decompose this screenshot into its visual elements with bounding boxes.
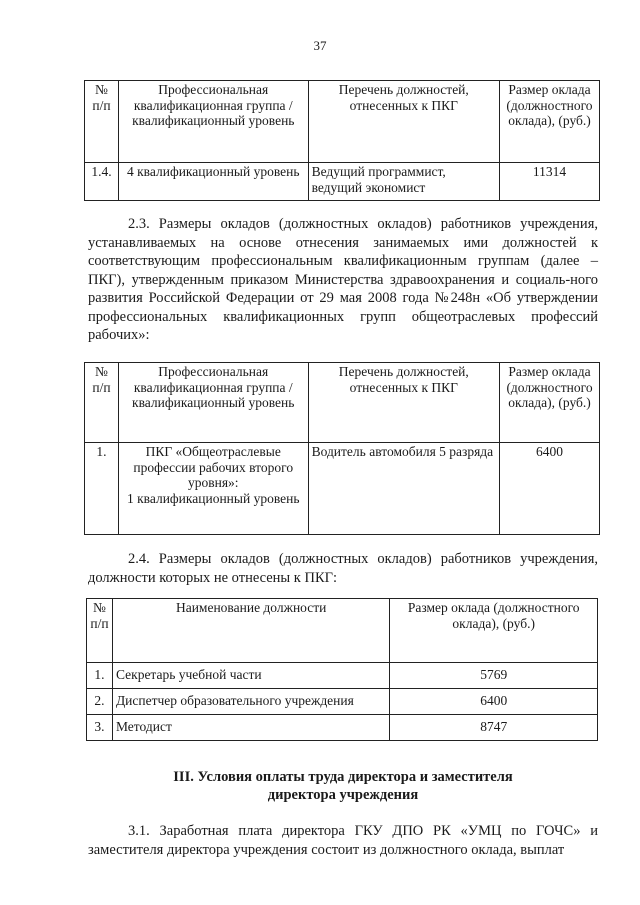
row-salary: 11314 — [500, 163, 600, 201]
section-3-title-line1: III. Условия оплаты труда директора и заместителя — [173, 769, 513, 785]
header-position: Наименование должности — [112, 599, 389, 663]
table-pkg-positions — [84, 80, 600, 201]
header-num: № п/п — [85, 363, 119, 443]
header-salary: Размер оклада (должностного оклада), (руб.) — [500, 81, 600, 163]
row-num: 2. — [87, 689, 113, 715]
row-group-line1: ПКГ «Общеотраслевые профессии рабочих второго уровня»: — [133, 444, 294, 490]
row-group: 4 квалификационный уровень — [118, 163, 308, 201]
header-group: Профессиональная квалификационная группа / квалификационный уровень — [118, 363, 308, 443]
row-num: 3. — [87, 715, 113, 741]
row-num: 1. — [85, 443, 119, 535]
row-position: Методист — [112, 715, 389, 741]
row-group — [118, 443, 308, 535]
row-salary: 6400 — [390, 689, 598, 715]
paragraph-3-1: 3.1. Заработная плата директора ГКУ ДПО РК «УМЦ по ГОЧС» и заместителя директора учреждения состоит из должностного оклада, выплат — [88, 823, 598, 858]
table-other-positions — [86, 598, 598, 741]
table-header-row — [87, 599, 598, 663]
row-salary: 5769 — [390, 663, 598, 689]
table-row — [87, 715, 598, 741]
paragraph-2-4: 2.4. Размеры окладов (должностных окладов) работников учреждения, должности которых не отнесены к ПКГ: — [88, 551, 598, 586]
row-num: 1.4. — [85, 163, 119, 201]
table-row — [85, 443, 600, 535]
row-position: Секретарь учебной части — [112, 663, 389, 689]
header-num: № п/п — [85, 81, 119, 163]
row-positions: Водитель автомобиля 5 разряда — [308, 443, 499, 535]
section-3-title-line2: директора учреждения — [267, 787, 419, 803]
row-salary: 6400 — [500, 443, 600, 535]
header-salary: Размер оклада (должностного оклада), (руб.) — [390, 599, 598, 663]
row-position: Диспетчер образовательного учреждения — [112, 689, 389, 715]
row-group-line2: 1 квалификационный уровень — [126, 490, 300, 506]
table-header-row — [85, 81, 600, 163]
row-positions: Ведущий программист, ведущий экономист — [308, 163, 499, 201]
paragraph-2-3: 2.3. Размеры окладов (должностных окладов) работников учреждения, устанавливаемых на основе отнесения занимаемых ими должностей к соответствующим профессиональным квалификационным группам (далее – ПКГ), утвержденным приказом Министерства здравоохранения и социаль-ного развития Российской Федерации от 29 мая 2008 года №248н «Об утверждении профессиональных квалификационных групп общеотраслевых профессий рабочих»: — [88, 216, 598, 343]
header-salary: Размер оклада (должностного оклада), (руб.) — [500, 363, 600, 443]
header-group: Профессиональная квалификационная группа / квалификационный уровень — [118, 81, 308, 163]
row-num: 1. — [87, 663, 113, 689]
header-positions: Перечень должностей, отнесенных к ПКГ — [308, 81, 499, 163]
section-3-title — [88, 768, 598, 804]
table-header-row — [85, 363, 600, 443]
table-row — [85, 163, 600, 201]
table-row — [87, 663, 598, 689]
row-salary: 8747 — [390, 715, 598, 741]
page-number: 37 — [313, 38, 327, 53]
table-pkg-workers — [84, 362, 600, 535]
header-positions: Перечень должностей, отнесенных к ПКГ — [308, 363, 499, 443]
header-num: № п/п — [87, 599, 113, 663]
table-row — [87, 689, 598, 715]
